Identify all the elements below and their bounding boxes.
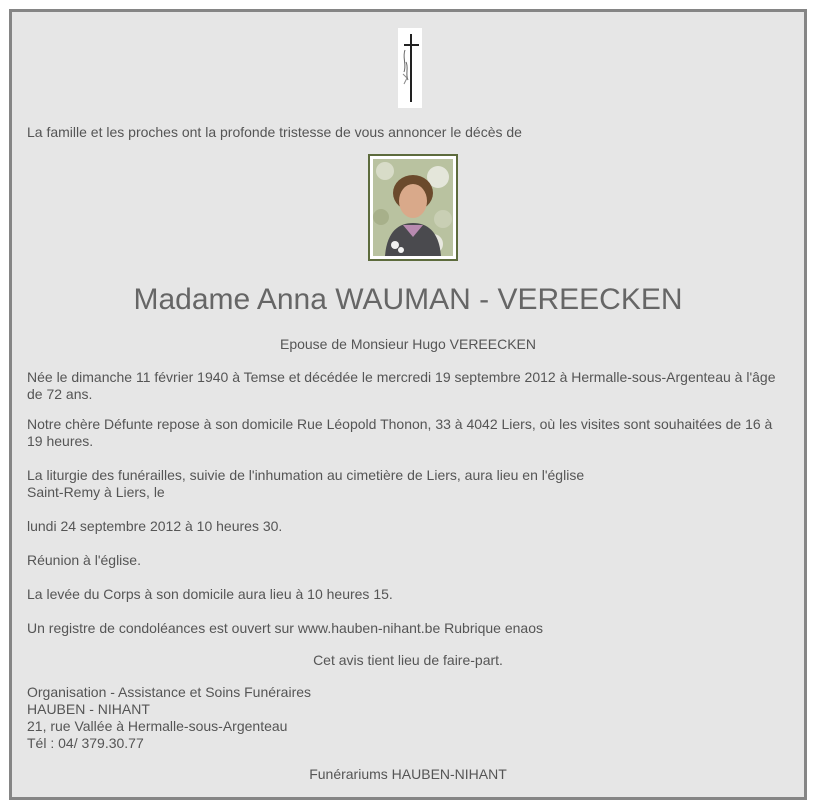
faire-part-text: Cet avis tient lieu de faire-part. [313,652,503,668]
cross-icon [398,28,422,108]
rest-paragraph: Notre chère Défunte repose à son domicile Rue Léopold Thonon, 33 à 4042 Liers, où les visites sont souhaitées de 16 à 19 heures. [27,416,773,449]
liturgy-line-2: Saint-Remy à Liers, le [27,484,165,500]
organisation-block [27,684,782,752]
liturgy-paragraph [27,467,782,501]
liturgy-line-1: La liturgie des funérailles, suivie de l'inhumation au cimetière de Liers, aura lieu en l'église [27,467,585,483]
levee-text: La levée du Corps à son domicile aura lieu à 10 heures 15. [27,586,393,602]
reunion-text: Réunion à l'église. [27,552,141,568]
organisation-line-3: 21, rue Vallée à Hermalle-sous-Argenteau [27,718,288,734]
person-photo-icon [373,159,453,256]
cross-emblem [398,28,422,108]
footer-text: Funérariums HAUBEN-NIHANT [309,766,507,782]
spouse-line: Epouse de Monsieur Hugo VEREECKEN [279,336,537,352]
portrait-photo [368,154,458,261]
intro-text: La famille et les proches ont la profonde tristesse de vous annoncer le décès de [27,124,522,140]
birth-death-paragraph: Née le dimanche 11 février 1940 à Temse et décédée le mercredi 19 septembre 2012 à Hermalle-sous-Argenteau à l'âge de 72 ans. [27,369,776,402]
registry-text: Un registre de condoléances est ouvert sur www.hauben-nihant.be Rubrique enaos [27,620,543,636]
organisation-line-2: HAUBEN - NIHANT [27,701,150,717]
funeral-date: lundi 24 septembre 2012 à 10 heures 30. [27,518,283,534]
deceased-name: Madame Anna WAUMAN - VEREECKEN [133,283,683,316]
organisation-line-1: Organisation - Assistance et Soins Funéraires [27,684,312,700]
obituary-card [9,9,807,800]
organisation-line-4: Tél : 04/ 379.30.77 [27,735,144,751]
